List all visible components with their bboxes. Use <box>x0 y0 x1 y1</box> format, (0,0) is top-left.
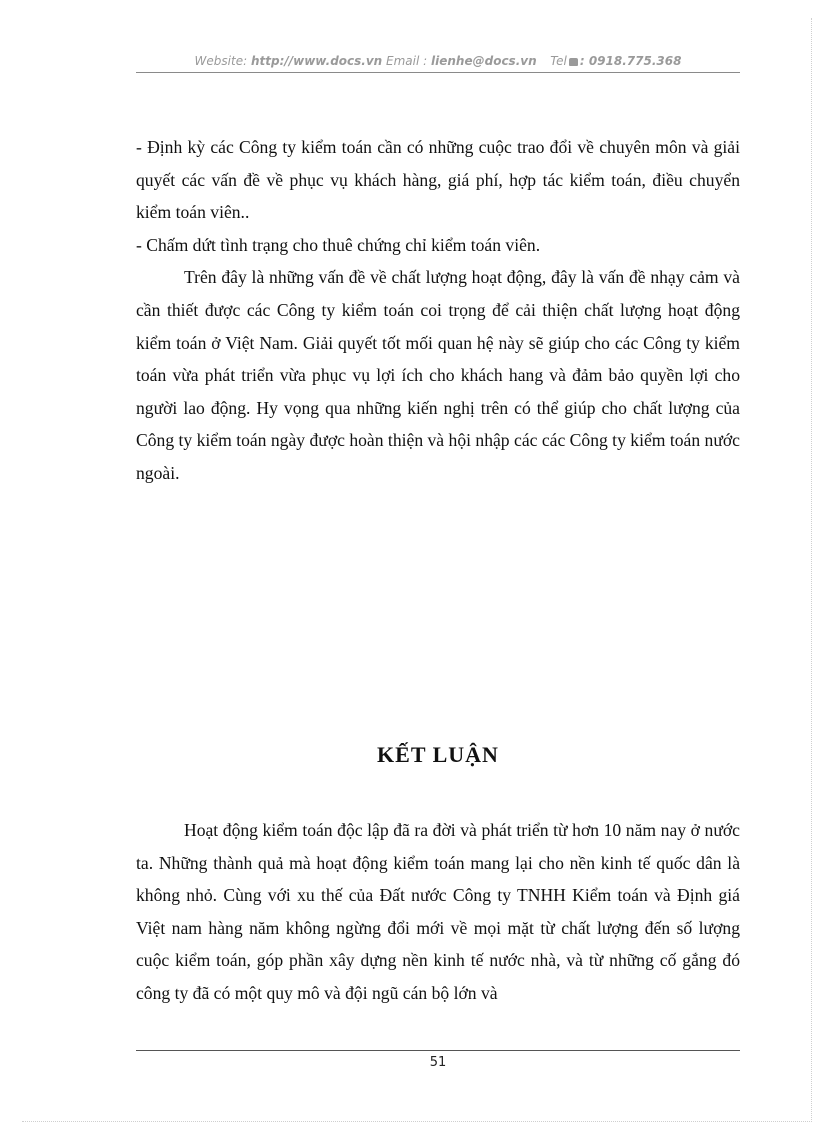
footer-divider <box>136 1050 740 1051</box>
body-text <box>136 131 740 490</box>
website-label: Website: <box>194 54 248 68</box>
paragraph-quality-summary: Trên đây là những vấn đề về chất lượng hoạt động, đây là vấn đề nhạy cảm và cần thiết được các Công ty kiểm toán coi trọng để cải thiện chất lượng hoạt động kiểm toán ở Việt Nam. Giải quyết tốt mối quan hệ này sẽ giúp cho các Công ty kiểm toán vừa phát triển vừa phục vụ lợi ích cho khách hang và đảm bảo quyền lợi cho người lao động. Hy vọng qua những kiến nghị trên có thể giúp cho chất lượng của Công ty kiểm toán ngày được hoàn thiện và hội nhập các các Công ty kiểm toán nước ngoài. <box>136 267 740 483</box>
paragraph-end-certificate-rental: - Chấm dứt tình trạng cho thuê chứng chỉ kiểm toán viên. <box>136 234 541 255</box>
page-number: 51 <box>429 1055 447 1070</box>
conclusion-paragraph: Hoạt động kiểm toán độc lập đã ra đời và phát triển từ hơn 10 năm nay ở nước ta. Những thành quả mà hoạt động kiểm toán mang lại cho nền kinh tế quốc dân là không nhỏ. Cùng với xu thế của Đất nước Công ty TNHH Kiểm toán và Định giá Việt nam hàng năm không ngừng đổi mới về mọi mặt từ chất lượng đến số lượng cuộc kiểm toán, góp phần xây dựng nền kinh tế nước nhà, và từ những cố gắng đó công ty đã có một quy mô và đội ngũ cán bộ lớn và <box>136 820 740 1003</box>
page-header <box>136 52 740 73</box>
email-label: Email : <box>386 54 428 68</box>
website-url: http://www.docs.vn <box>250 54 383 68</box>
email-value: lienhe@docs.vn <box>431 54 537 68</box>
phone-icon <box>569 58 578 66</box>
conclusion-section <box>136 814 740 1010</box>
conclusion-title: KẾT LUẬN <box>377 742 499 767</box>
tel-value: : 0918.775.368 <box>579 54 682 68</box>
paragraph-periodic-exchange: - Định kỳ các Công ty kiểm toán cần có những cuộc trao đổi về chuyên môn và giải quyết các vấn đề về phục vụ khách hàng, giá phí, hợp tác kiểm toán, điều chuyển kiểm toán viên.. <box>136 137 740 223</box>
tel-label: Tel <box>550 54 567 68</box>
